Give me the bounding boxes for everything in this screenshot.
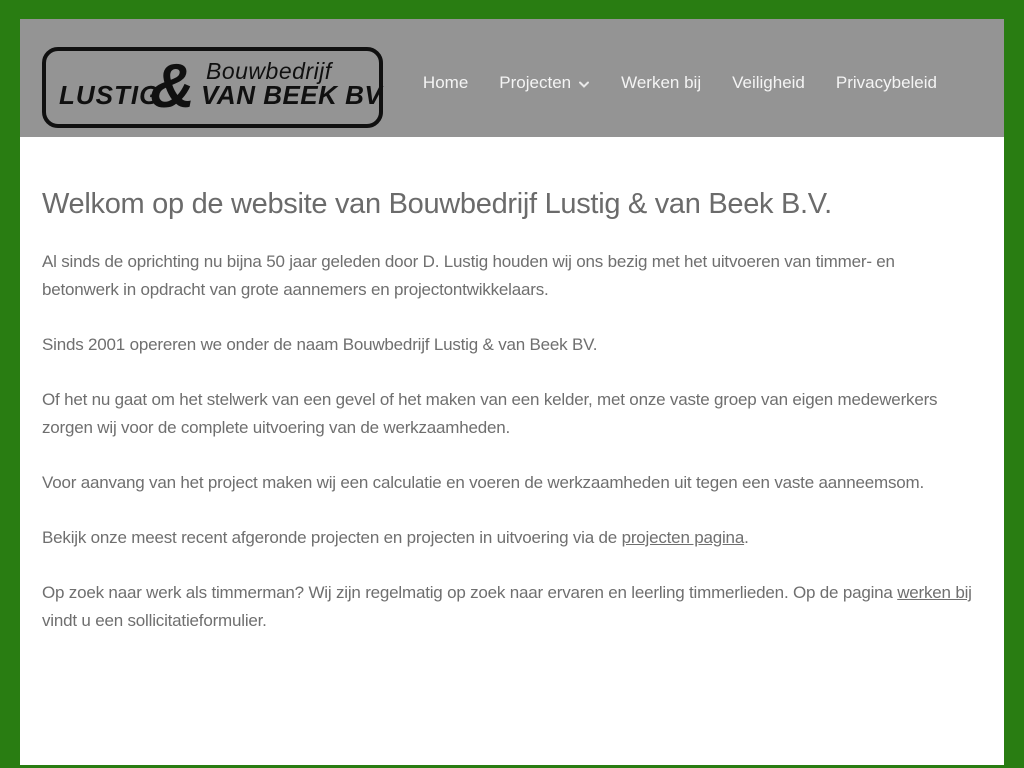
projects-paragraph [42,524,972,552]
logo-word-vanbeek: VAN BEEK BV [201,80,383,110]
nav-item-veiligheid-label: Veiligheid [732,73,805,92]
vacancy-paragraph-pre: Op zoek naar werk als timmerman? Wij zijn regelmatig op zoek naar ervaren en leerling timmerlieden. Op de pagina [42,583,898,602]
projecten-pagina-link[interactable]: projecten pagina [621,528,745,547]
calculation-paragraph: Voor aanvang van het project maken wij een calculatie en voeren de werkzaamheden uit tegen een vaste aanneemsom. [42,473,925,492]
vacancy-paragraph [42,579,972,635]
nav-item-werken-bij[interactable] [621,73,701,93]
projects-paragraph-post: . [744,528,749,547]
logo-word-lustig: LUSTIG [59,80,161,110]
since-2001-paragraph: Sinds 2001 opereren we onder de naam Bouwbedrijf Lustig & van Beek BV. [42,335,598,354]
work-scope-paragraph: Of het nu gaat om het stelwerk van een gevel of het maken van een kelder, met onze vaste groep van eigen medewerkers zorgen wij voor de complete uitvoering van de werkzaamheden. [42,390,938,437]
company-logo-art [46,51,383,124]
main-nav [423,73,937,93]
page-title: Welkom op de website van Bouwbedrijf Lustig & van Beek B.V. [42,188,832,220]
nav-item-projecten-label: Projecten [499,73,572,92]
chevron-down-icon [578,81,590,89]
nav-item-privacybeleid[interactable] [836,73,937,93]
vacancy-paragraph-post: vindt u een sollicitatieformulier. [42,611,267,630]
projects-paragraph-pre: Bekijk onze meest recent afgeronde projecten en projecten in uitvoering via de [42,528,622,547]
nav-item-home[interactable] [423,73,468,93]
site-header [20,19,1004,137]
nav-item-veiligheid[interactable] [732,73,805,93]
nav-item-home-label: Home [422,73,469,92]
werken-bij-link[interactable]: werken bij [897,583,972,602]
logo-word-bouwbedrijf: Bouwbedrijf [206,58,332,84]
intro-paragraph: Al sinds de oprichting nu bijna 50 jaar geleden door D. Lustig houden wij ons bezig met het uitvoeren van timmer- en betonwerk in opdracht van grote aannemers en projectontwikkelaars. [42,252,895,299]
main-content [20,137,1004,635]
company-logo[interactable] [42,47,383,128]
logo-ampersand: & [150,52,195,121]
nav-item-privacybeleid-label: Privacybeleid [835,73,937,92]
nav-item-werken-bij-label: Werken bij [621,73,702,92]
page [20,19,1004,765]
nav-item-projecten[interactable] [499,73,590,93]
